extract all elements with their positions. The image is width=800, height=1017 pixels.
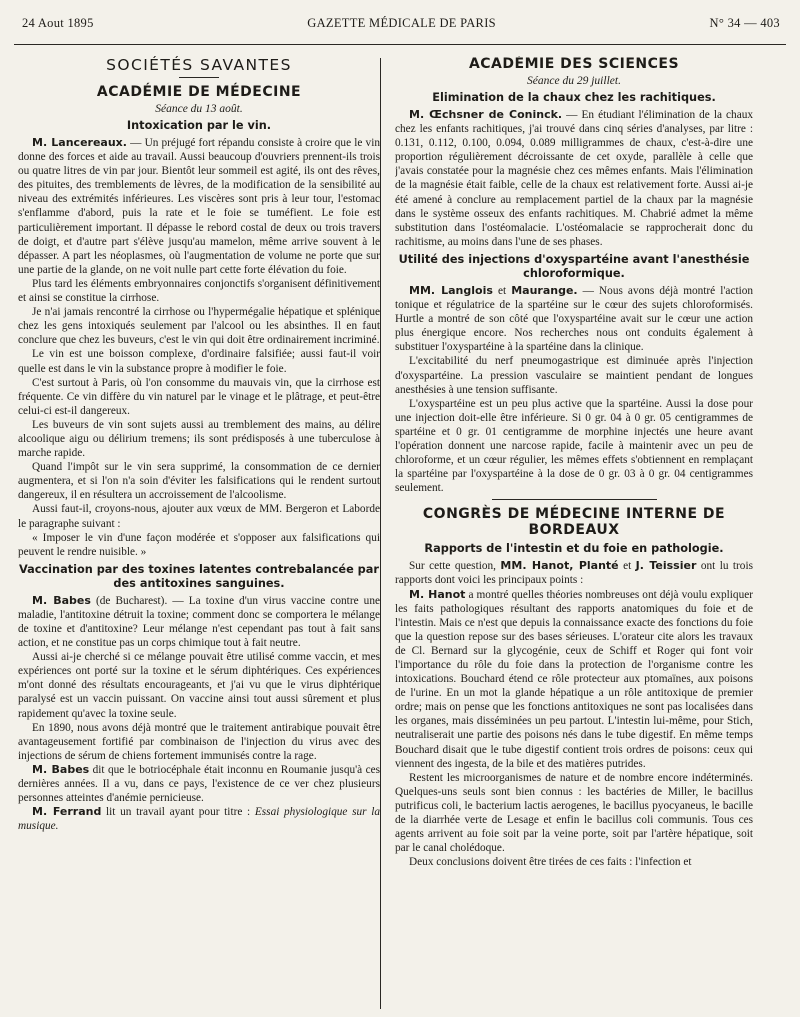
column-divider [380, 58, 381, 1009]
speaker-name: M. Lancereaux. [32, 136, 127, 149]
speaker-name: J. Teissier [635, 559, 697, 573]
title-rule [179, 77, 219, 78]
speaker-name: Maurange. [511, 283, 578, 297]
left-column [18, 56, 380, 1011]
speaker-name: M. Babes [32, 593, 91, 607]
paragraph: Plus tard les éléments embryonnaires conjonctifs s'organisent définitivement et ainsi se constitue la cirrhose. [18, 277, 380, 305]
article-title-intoxication: Intoxication par le vin. [126, 119, 272, 132]
speaker-name: M. Babes [32, 762, 90, 776]
speaker-name: M. Œchsner de Coninck. [409, 108, 563, 121]
speaker-name: MM. Langlois [409, 283, 493, 297]
paragraph: M. Babes (de Bucharest). — La toxine d'un virus vaccine contre une maladie, l'antitoxine détruit la toxine; comment donc se comportera le mélange de toxine et d'antitoxine? Leur mélange n'est cependant pas tout à fait sans action, et ne constitue pas un corps chimique tout à fait neutre. [18, 593, 380, 650]
paragraph: Deux conclusions doivent être tirées de ces faits : l'infection et [409, 856, 692, 869]
paragraph: C'est surtout à Paris, où l'on consomme du mauvais vin, que la cirrhose est fréquente. Ce vin diffère du vin naturel par le vinage et le plâtrage, et peut-être celui-ci est-il dangereux. [18, 376, 380, 417]
speaker-name: MM. Hanot, Planté [500, 559, 619, 573]
paragraph: M. Hanot a montré quelles théories nombreuses ont déjà voulu expliquer les faits pathologiques résultant des rapports anatomiques du foie et de l'intestin. Mais ce n'est que depuis la connaissance exacte des fonctions du foie que la question repose sur des bases sérieuses. L'orateur cite alors les travaux de Cl. Bernard sur la glycogénie, ceux de Schiff et Roger qui font voir l'importance du rôle du foie dans la protection de l'organisme contre les intoxications. Bouchard étend ce rôle protecteur aux ptomaïnes, aux poisons de l'urine. En un mot la glande hépatique a un rôle antitoxique de premier ordre; mais on pense que les fonctions antitoxiques ne sont pas localisées dans les organes, mais disséminées un peu partout. L'intestin lui-même, pour Stich, neutraliserait une partie des poisons nés dans le tube digestif. En même temps Bouchard disait que le tube digestif contient trois ordres de poisons: ceux qui viennent des ingesta, de la bile et des matières putrides. [395, 587, 753, 770]
speaker-name: M. Hanot [409, 587, 466, 601]
speaker-name: M. Ferrand [32, 805, 102, 819]
congress-title: CONGRÈS DE MÉDECINE INTERNE DE BORDEAUX [422, 506, 726, 539]
running-header [22, 14, 780, 32]
paragraph: MM. Langlois et Maurange. — Nous avons déjà montré l'action tonique et régulatrice de la spartéine sur le cœur des sujets chloroformisés. Hurtle a montré de son côté que l'oxyspartéine avait sur le cœur une action plus énergique encore. Nos recherches nous ont conduits également à substituer l'oxyspartéine à la spartéine dans la clinique. [395, 283, 753, 354]
academy-title: ACADÉMIE DE MÉDECINE [96, 84, 302, 100]
paragraph: Sur cette question, MM. Hanot, Planté et J. Teissier ont lu trois rapports dont voici les principaux points : [395, 559, 753, 587]
paragraph: « Imposer le vin d'une façon modérée et s'opposer aux falsifications qui peuvent le rendre nuisible. » [18, 531, 380, 558]
paragraph: Les buveurs de vin sont sujets aussi au tremblement des mains, au délire alcoolique aigu ou délirium tremens; ils sont prédisposés à une tuberculose à marche rapide. [18, 418, 380, 460]
article-title-vaccination: Vaccination par des toxines latentes contrebalancée par des antitoxines sanguines. [19, 562, 379, 590]
paragraph: Aussi ai-je cherché si ce mélange pouvait être utilisé comme vaccin, et mes expériences ont porté sur la toxine et le sérum diphtériques. Ces expériences m'ont donné des résultats encourageants, et j'ai vu que le virus diphtérique paralysé est un vaccin puissant. On vaccine ainsi tout aussi sûrement et plus rapidement qu'avec la toxine seule. [18, 651, 380, 720]
session-date: Séance du 13 août. [155, 103, 243, 115]
paragraph: Le vin est une boisson complexe, d'ordinaire falsifiée; aussi faut-il voir quelle est dans le vin la substance propre à modifier le foie. [18, 348, 380, 375]
paragraph: Quand l'impôt sur le vin sera supprimé, la consommation de ce dernier augmentera, et si l'on n'a soin d'éviter les falsifications qui le rendent surtout dangereux, il en résultera un accroissement de l'alcoolisme. [18, 461, 380, 502]
paragraph: Aussi faut-il, croyons-nous, ajouter aux vœux de MM. Bergeron et Laborde le paragraphe suivant : [18, 503, 380, 530]
article-title-oxyspartéine: Utilité des injections d'oxyspartéine avant l'anesthésie chloroformique. [398, 252, 750, 280]
right-column [395, 56, 753, 1011]
page-number: N° 34 — 403 [709, 15, 780, 30]
header-rule [14, 44, 786, 45]
paragraph: M. Babes dit que le botriocéphale était inconnu en Roumanie jusqu'à ces dernières années. Il a vu, dans ce pays, l'existence de ce ver chez plusieurs personnes atteintes d'anémie pernicieuse. [18, 762, 380, 805]
paragraph: M. Œchsner de Coninck. — En étudiant l'élimination de la chaux chez les enfants rachitiques, j'ai trouvé dans cinq séries d'analyses, par litre : 0.131, 0.112, 0.100, 0.094, 0.089 milligrammes de chaux, c'est-à-dire une proportion régulièrement décroissante de cet oxyde, parallèle à celle que j'avais constatée pour la magnésie chez ces mêmes enfants. Mais l'élimination de la magnésie était faible, celle de la chaux est relativement forte. Aussi ai-je été amené à conclure au remplacement partiel de la chaux par la magnésie dans le système osseux des enfants rachitiques. M. Chabrié admet la même substitution dans l'ostéomalacie. L'ostéomalacie se rapprocherait donc du rachitisme, au moins dans l'une de ses phases. [395, 108, 753, 248]
paragraph: L'excitabilité du nerf pneumogastrique est diminuée après l'injection d'oxyspartéine. La pression vasculaire se maintient pendant de longues anesthésies à une tension suffisante. [395, 355, 753, 396]
article-title-chaux: Elimination de la chaux chez les rachitiques. [432, 91, 716, 104]
paragraph: Restent les microorganismes de nature et de nombre encore indéterminés. Quelques-uns seuls sont bien connus : les bactéries de Miller, le bacillus putrificus coli, le bacterium lactis aerogenes, le bacillus pyocyaneus, le bacille de la diarrhée verte de Lesage et enfin le bacillus coli communis. Tous ces agents arrivent au foie soit par la veine porte, soit par l'artère hépatique, soit par le canal cholédoque. [395, 771, 753, 855]
work-title: Essai physiologique sur la musique. [18, 806, 380, 833]
section-title: SOCIÉTÉS SAVANTES [106, 56, 292, 74]
journal-name: GAZETTE MÉDICALE DE PARIS [307, 15, 496, 30]
section-rule [492, 499, 657, 500]
paragraph: M. Ferrand lit un travail ayant pour titre : Essai physiologique sur la musique. [18, 805, 380, 833]
issue-date: 24 Aout 1895 [22, 15, 94, 30]
session-date: Séance du 29 juillet. [527, 75, 621, 87]
paragraph: En 1890, nous avons déjà montré que le traitement antirabique pouvait être avantageusement fortifié par combinaison de l'injection du virus avec des injections de sérum de chiens fortement immunisés contre la rage. [18, 721, 380, 762]
paragraph: M. Lancereaux. — Un préjugé fort répandu consiste à croire que le vin donne des forces et aide au travail. Aussi beaucoup d'ouvriers prennent-ils trois ou quatre litres de vin par jour. Bientôt leur sommeil est agité, ils ont des rêves, des pituites, des tremblements de lèvres, de la modification de la sensibilité au niveau des extrémités inférieures. Les viscères sont pris à leur tour, l'estomac s'enflamme d'abord, puis la rate et le foie se tuméfient. Le foie est particulièrement important. Il dépasse le rebord costal de deux ou trois travers de doigt, et d'autre part s'élève jusqu'au mamelon, même arrive souvent à le dépasser. A part les néoplasmes, où l'augmentation de volume ne porte que sur une partie de la glande, on ne voit nulle part cette forte élévation du foie. [18, 136, 380, 276]
academy-title-sciences: ACADÉMIE DES SCIENCES [468, 56, 680, 72]
paragraph: L'oxyspartéine est un peu plus active que la spartéine. Aussi la dose pour une injection doit-elle être inférieure. Si 0 gr. 04 à 0 gr. 05 centigrammes de spartéine et 0 gr. 01 centigramme de morphine injectés une heure avant l'opération donnent une narcose rapide, facile à maintenir avec un peu de chloroforme, et un cœur régulier, les mêmes effets s'obtiennent en remplaçant la spartéine par l'oxyspartéine à la dose de 0 gr. 03 à 0 gr. 04 centigrammes seulement. [395, 397, 753, 495]
paragraph: Je n'ai jamais rencontré la cirrhose ou l'hypermégalie hépatique et splénique chez les gens intoxiqués seulement par l'alcool ou les absinthes. Il en faut conclure que chez les buveurs, c'est le vin qui doit être ordinairement incriminé. [18, 306, 380, 347]
congress-subtitle: Rapports de l'intestin et du foie en pathologie. [424, 542, 724, 556]
